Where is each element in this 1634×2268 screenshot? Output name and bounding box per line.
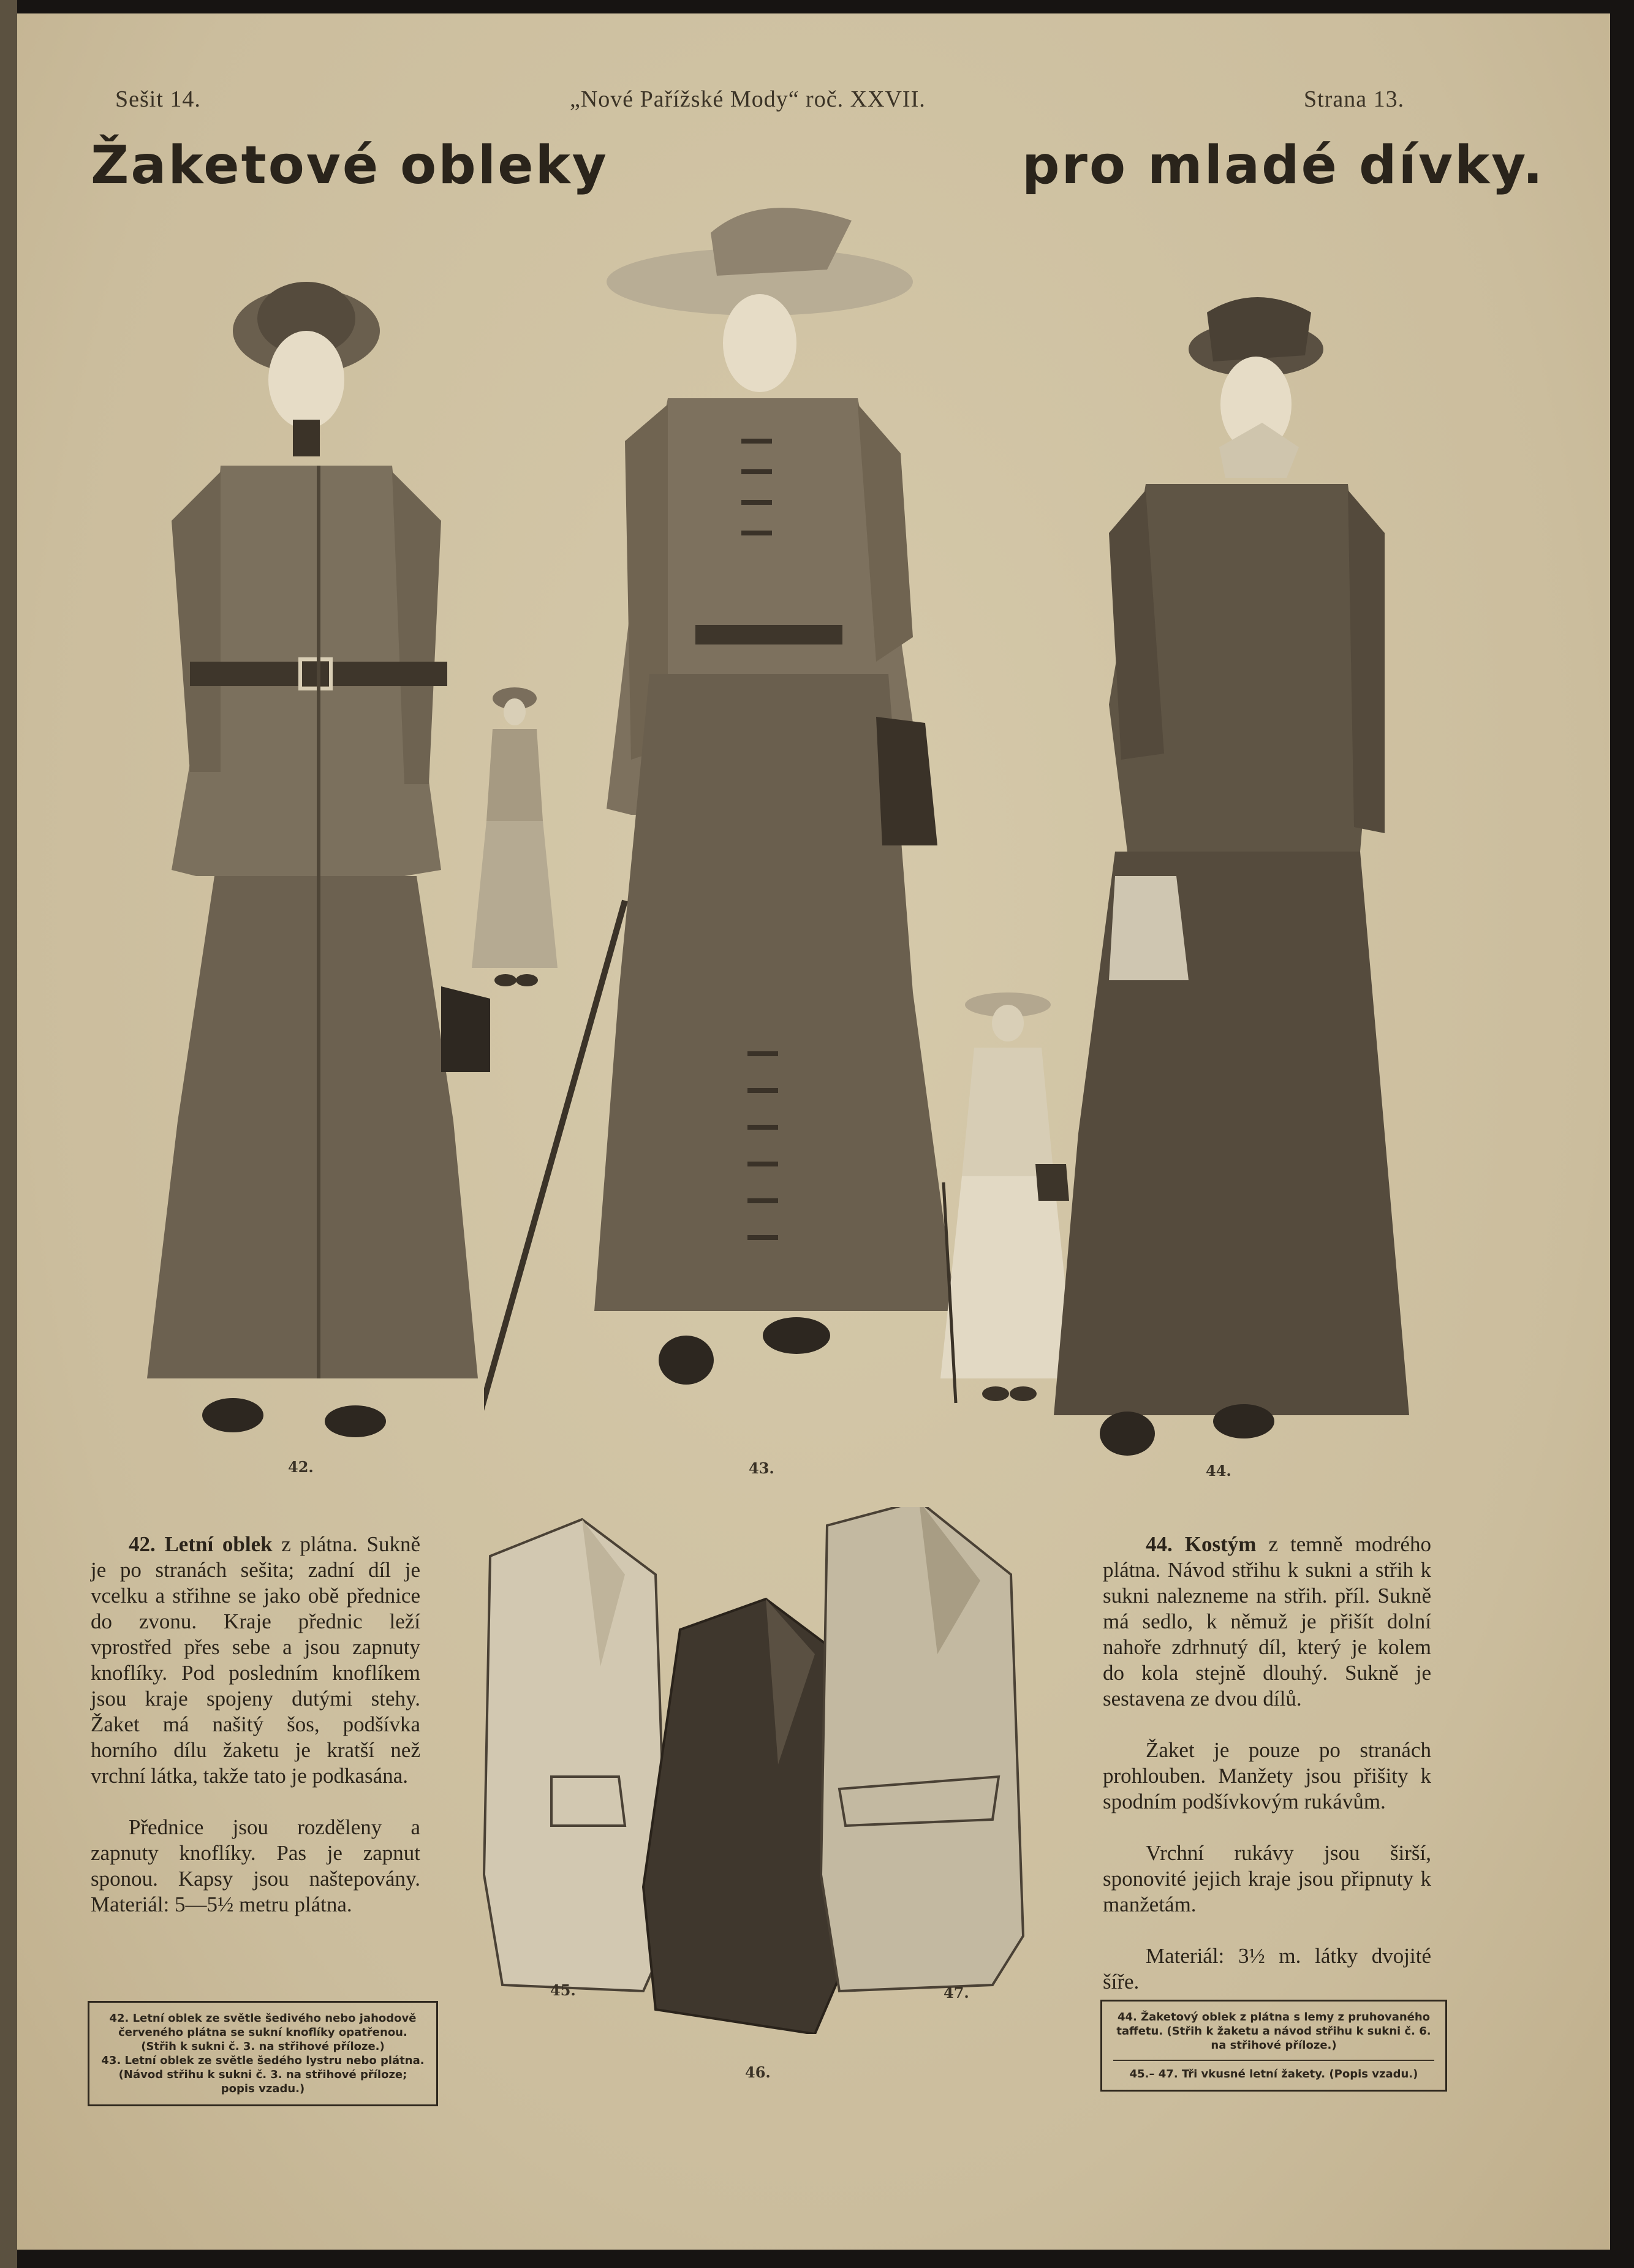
caption-45-47: 45.– 47. Tři vkusné letní žakety. (Popis vzadu.) [1129, 2068, 1418, 2081]
article-44-number: 44. [1146, 1532, 1173, 1556]
caption-box-left [88, 2001, 438, 2106]
figure-label-45: 45. [550, 1981, 576, 1999]
caption-divider [1113, 2060, 1434, 2061]
page-number: Strana 13. [1304, 86, 1405, 112]
article-44-paragraph-4: Materiál: 3½ m. látky dvojité šíře. [1103, 1944, 1431, 1994]
page-title-right: pro mladé dívky. [1022, 135, 1545, 196]
figure-label-42: 42. [288, 1458, 314, 1476]
issue-number: Sešit 14. [115, 86, 201, 112]
magazine-title: „Nové Pařížské Mody“ roč. XXVII. [570, 86, 926, 112]
article-42-number: 42. [129, 1532, 156, 1556]
article-44-paragraph-2: Žaket je pouze po stranách prohlouben. Manžety jsou přišity k spodním podšívkovým rukávům. [1103, 1738, 1431, 1813]
caption-43: 43. Letní oblek ze světle šedého lystru nebo plátna. (Návod střihu k sukni č. 3. na střihové příloze; popis vzadu.) [101, 2054, 425, 2095]
article-text-44 [1103, 1506, 1431, 2020]
figure-45-47-jackets [472, 1507, 1048, 2034]
figure-42-illustration [123, 263, 502, 1458]
caption-42: 42. Letní oblek ze světle šedivého nebo jahodově červeného plátna se sukní knoflíky opatřenou. (Střih k sukni č. 3. na střihové příloze.) [109, 2012, 417, 2053]
figure-43-illustration [484, 196, 986, 1452]
article-44-paragraph-3: Vrchní rukávy jsou širší, sponovité jejich kraje jsou připnuty k manžetám. [1103, 1841, 1431, 1916]
article-42-paragraph-2: Přednice jsou rozděleny a zapnuty knoflíky. Pas je zapnut sponou. Kapsy jsou naštepovány. Materiál: 5—5½ metru plátna. [91, 1815, 420, 1916]
figure-label-46: 46. [745, 2063, 771, 2081]
caption-box-right [1100, 2000, 1447, 2092]
figure-44-illustration [1042, 276, 1421, 1458]
caption-44: 44. Žaketový oblek z plátna s lemy z pruhovaného taffetu. (Střih k žaketu a návod střihu k sukni č. 6. na střihové příloze.) [1116, 2011, 1431, 2052]
figure-label-44: 44. [1206, 1462, 1231, 1480]
page-title-left: Žaketové obleky [91, 135, 608, 196]
article-44-heading: Kostým [1184, 1532, 1257, 1556]
article-42-heading: Letní oblek [164, 1532, 273, 1556]
figure-label-43: 43. [749, 1459, 774, 1477]
article-44-body: z temně modrého plátna. Návod střihu k sukni a střih k sukni nalezneme na střih. příl. Sukně má sedlo, k němuž je přišít dolní nahoře zdrhnutý díl, který je kolem do kola stejně dlouhý. Sukně je sestavena ze dvou dílů. [1103, 1532, 1431, 1710]
figure-label-47: 47. [944, 1984, 969, 2002]
binding-edge [0, 0, 17, 2268]
article-42-body: z plátna. Sukně je po stranách sešita; zadní díl je vcelku a střihne se jako obě přednice do zvonu. Kraje přednic leží vprostřed přes sebe a jsou zapnuty knoflíky. Pod posledním knoflíkem jsou kraje spojeny dutými stehy. Žaket má našitý šos, podšívka horního dílu žaketu je kratší než vrchní látka, takže tato je podkasána. [91, 1532, 420, 1788]
article-text-42 [91, 1506, 420, 1943]
